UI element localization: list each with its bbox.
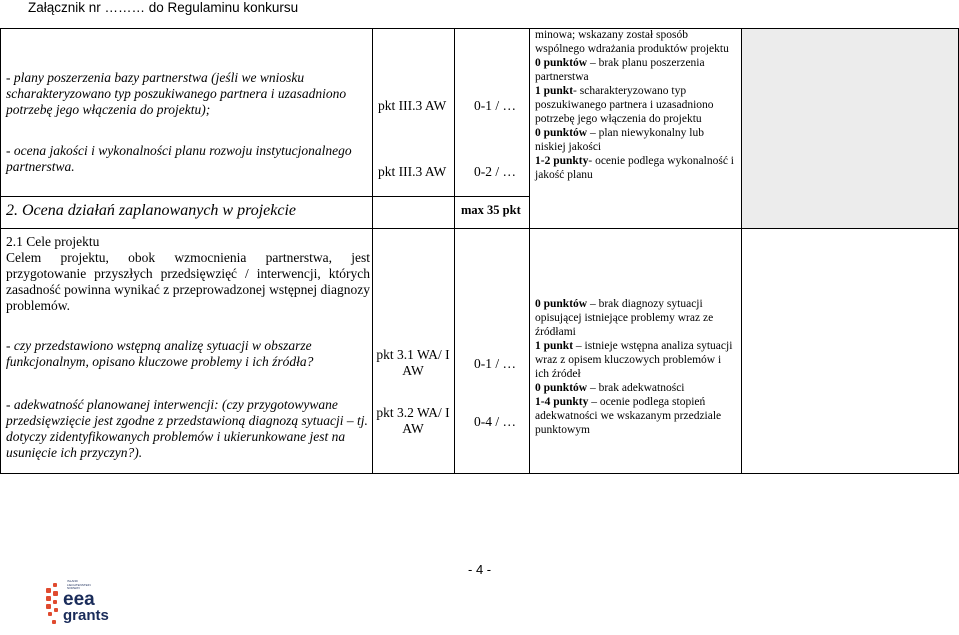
criteria-1-line: 1 punkt- scharakteryzowano typ poszukiwanego partnera i uzasadniono potrzebę jego włączenia do projektu <box>535 85 714 125</box>
section2-divider <box>0 196 530 197</box>
ref-III3-b: pkt III.3 AW <box>378 164 447 179</box>
cell-questions-1 <box>0 28 373 229</box>
criteria-2-line: 0 punktów – brak adekwatności <box>535 382 685 394</box>
question-adequacy: - adekwatność planowanej interwencji: (czy przygotowywane przedsięwzięcie jest zgodne z przedstawioną diagnozą sytuacji – tj. dotyczy zidentyfikowanych problemów i ukierunkowane jest na usunięcie ich przyczyn?). <box>6 397 368 460</box>
section2-title: 2. Ocena działań zaplanowanych w projekcie <box>6 202 297 219</box>
logo-word-grants: grants <box>63 607 109 624</box>
criteria-2-line: 1 punkt – istnieje wstępna analiza sytuacji wraz z opisem kluczowych problemów i ich źródeł <box>535 340 733 380</box>
question-analysis: - czy przedstawiono wstępną analizę sytuacji w obszarze funkcjonalnym, opisano kluczowe problemy i ich źródła? <box>6 338 314 369</box>
cell-score-2 <box>741 228 959 474</box>
cell-score-1 <box>741 28 959 229</box>
criteria-2-line: 0 punktów – brak diagnozy sytuacji opisującej istniejące problemy wraz ze źródłami <box>535 298 714 338</box>
cell-refs-1 <box>372 28 455 229</box>
bullet-plans: - plany poszerzenia bazy partnerstwa (jeśli we wniosku scharakteryzowano typ poszukiwanego partnera i uzasadniono potrzebę jego włączenia do projektu); <box>6 70 347 117</box>
criteria-1-line: 1-2 punkty- ocenie podlega wykonalność i jakość planu <box>535 155 734 181</box>
section2-points-divider <box>454 196 455 229</box>
criteria-1 <box>535 28 737 182</box>
points-0-2: 0-2 / … <box>474 164 516 179</box>
criteria-2 <box>535 297 737 437</box>
criteria-2-line: 1-4 punkty – ocenie podlega stopień adekwatności we wskazanym przedziale punktowym <box>535 396 722 436</box>
logo-small-text: ISLAND LIECHTENSTEIN NORWAY <box>67 579 91 590</box>
page-number: - 4 - <box>468 562 492 577</box>
section2-max: max 35 pkt <box>461 203 521 217</box>
cell-points-2 <box>454 228 530 474</box>
points-0-4: 0-4 / … <box>474 414 516 429</box>
ref-3-1: pkt 3.1 WA/ I AW <box>376 347 450 378</box>
ref-3-2: pkt 3.2 WA/ I AW <box>376 405 450 436</box>
cell-points-1 <box>454 28 530 229</box>
criteria-1-line: minowa; wskazany został sposób wspólnego wdrażania produktów projektu <box>535 29 729 55</box>
criteria-1-line: 0 punktów – brak planu poszerzenia partnerstwa <box>535 57 705 83</box>
document-header: Załącznik nr ……… do Regulaminu konkursu <box>28 0 299 15</box>
intro-2-1: Celem projektu, obok wzmocnienia partnerstwa, jest przygotowanie przyszłych przedsięwzięć / interwencji, których zasadność powinna wynikać z przeprowadzonej wstępnej diagnozy problemów. <box>6 250 370 313</box>
bullet-quality: - ocena jakości i wykonalności planu rozwoju instytucjonalnego partnerstwa. <box>6 143 352 174</box>
heading-2-1: 2.1 Cele projektu <box>6 234 100 249</box>
criteria-1-line: 0 punktów – plan niewykonalny lub niskiej jakości <box>535 127 704 153</box>
logo-word-eea: eea <box>63 589 95 610</box>
ref-III3-a: pkt III.3 AW <box>378 98 447 113</box>
points-0-1-a: 0-1 / … <box>474 98 516 113</box>
points-0-1-b: 0-1 / … <box>474 356 516 371</box>
eea-grants-logo <box>44 580 114 630</box>
